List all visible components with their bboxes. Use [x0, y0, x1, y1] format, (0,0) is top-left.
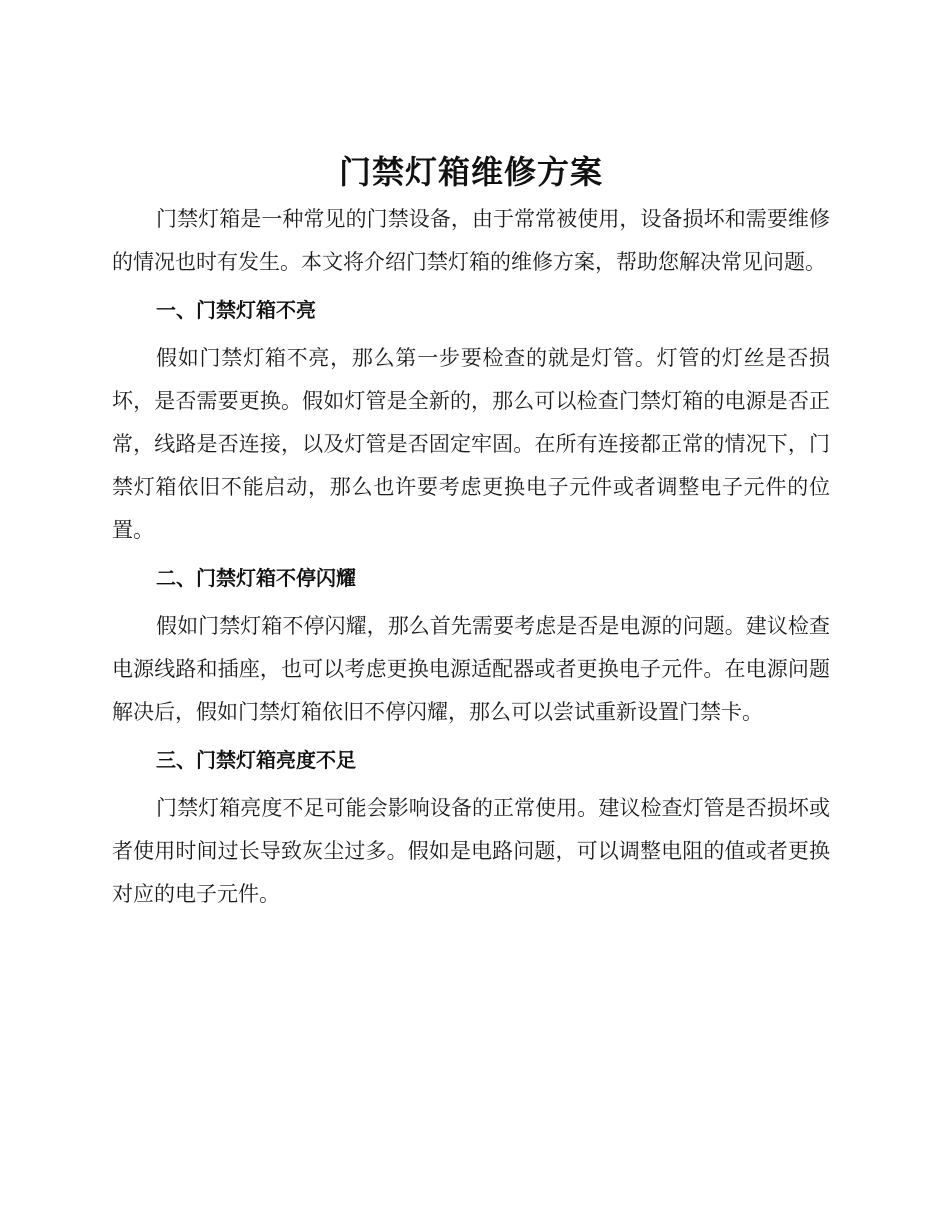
document-content — [112, 150, 830, 916]
intro-paragraph: 门禁灯箱是一种常见的门禁设备，由于常常被使用，设备损坏和需要维修的情况也时有发生。本文将介绍门禁灯箱的维修方案，帮助您解决常见问题。 — [112, 207, 830, 274]
section-body-3: 门禁灯箱亮度不足可能会影响设备的正常使用。建议检查灯管是否损坏或者使用时间过长导致灰尘过多。假如是电路问题，可以调整电阻的值或者更换对应的电子元件。 — [112, 796, 830, 906]
section-heading-3: 三、门禁灯箱亮度不足 — [156, 748, 356, 772]
document-title: 门禁灯箱维修方案 — [338, 153, 603, 191]
section-heading-2: 二、门禁灯箱不停闪耀 — [156, 566, 356, 590]
section-body-1: 假如门禁灯箱不亮，那么第一步要检查的就是灯管。灯管的灯丝是否损坏，是否需要更换。假如灯管是全新的，那么可以检查门禁灯箱的电源是否正常，线路是否连接，以及灯管是否固定牢固。在所有连接都正常的情况下，门禁灯箱依旧不能启动，那么也许要考虑更换电子元件或者调整电子元件的位置。 — [112, 346, 830, 542]
section-heading-1: 一、门禁灯箱不亮 — [156, 298, 316, 322]
section-body-2: 假如门禁灯箱不停闪耀，那么首先需要考虑是否是电源的问题。建议检查电源线路和插座，也可以考虑更换电源适配器或者更换电子元件。在电源问题解决后，假如门禁灯箱依旧不停闪耀，那么可以尝试重新设置门禁卡。 — [112, 614, 830, 724]
